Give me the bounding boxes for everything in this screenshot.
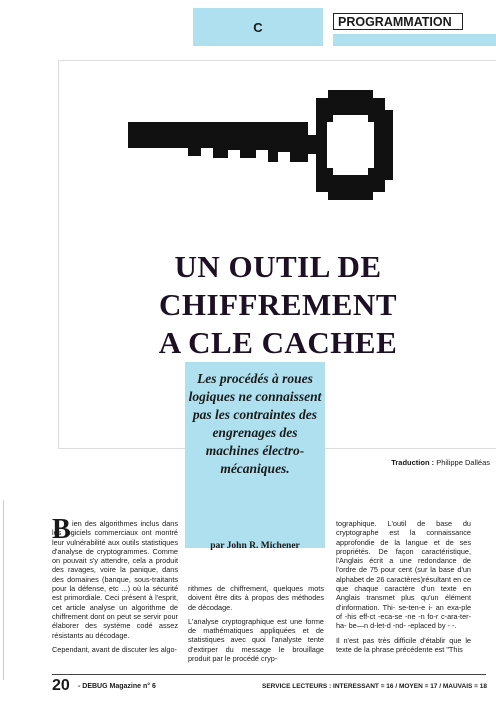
page-number: 20 [52, 677, 70, 694]
header-band [333, 34, 496, 46]
title-line-1: UN OUTIL DE [174, 249, 382, 284]
title-line-3: A CLE CACHEE [158, 325, 398, 360]
section-letter: C [253, 19, 263, 35]
translation-label: Traduction : [391, 458, 435, 467]
translator-name: Philippe Dalléas [436, 458, 490, 467]
drop-cap: B [52, 514, 71, 545]
article-title [60, 248, 496, 362]
footer-rule [52, 674, 486, 675]
category-label: PROGRAMMATION [333, 13, 463, 30]
column-3 [336, 519, 471, 659]
col1-paragraph-1: ien des algorithmes inclus dans les logiciels commerciaux ont montré leur vulnérabilité aux outils statistiques d'analyse de cryptogrammes. Comme on pouvait s'y attendre, cela a produit des ravages, voire la panique, dans des domaines (banque, sous-traitants pour la défense, etc ...) où la sécurité est primordiale. Ceci présent à l'esprit, cet article analyse un algorithme de chiffrement dont on peut se servir pour élaborer des système codé assez résistants au décodage. [52, 519, 178, 640]
section-letter-tab [193, 8, 323, 46]
col1-paragraph-2: Cependant, avant de discuter les algo- [52, 644, 177, 654]
title-line-2: CHIFFREMENT [159, 287, 397, 322]
key-icon [128, 90, 393, 200]
col3-paragraph-2: Il n'est pas très difficile d'établir que le texte de la phrase précédente est "This [336, 635, 471, 654]
column-1 [52, 514, 178, 659]
lead-text: Les procédés à roues logiques ne connaissent pas les contraintes des engrenages des machines électro-mécaniques. [188, 371, 322, 476]
col3-paragraph-1: tographique. L'outil de base du cryptographe est la connaissance approfondie de la langue et de ses propriétés. De façon caractéristique, l'Anglais écrit a une redondance de l'ordre de 75 pour cent (sur la base d'un alphabet de 26 caractères)résultant en ce que chaque caractère d'un texte en Anglais transmet plus qu'un élément d'information. Thi- se-ten-e i- an exa-ple of -his eff-ct -eca-se -ne -n fo-r c-ara-ter- ha- be—n d-let-d -nd- -eplaced by - -. [336, 519, 471, 631]
column-2 [188, 584, 324, 668]
magazine-name: - DEBUG Magazine n° 6 [78, 683, 156, 690]
author-byline: par John R. Michener [210, 541, 300, 551]
translation-credit [310, 458, 490, 467]
col2-paragraph-1: rithmes de chiffrement, quelques mots doivent être dits à propos des méthodes de décodage. [188, 584, 324, 612]
reader-service-line: SERVICE LECTEURS : INTERESSANT = 16 / MOYEN = 17 / MAUVAIS = 18 [262, 683, 487, 690]
col2-paragraph-2: L'analyse cryptographique est une forme de mathématiques appliquées et de statistiques avec quoi l'analyste tente d'extirper du message le brouillage produit par le procédé cryp- [188, 616, 324, 664]
page-edge-mark [3, 500, 4, 680]
